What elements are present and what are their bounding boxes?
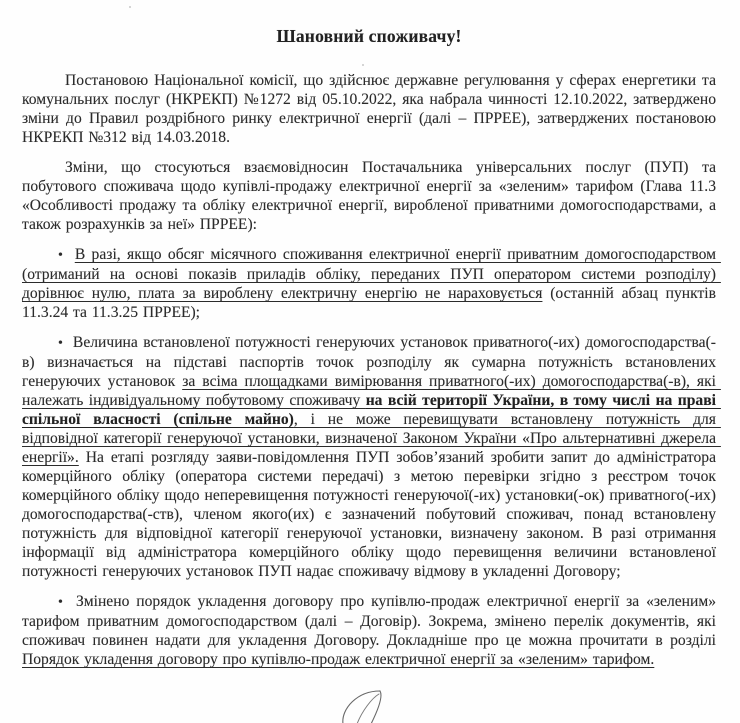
document-title: Шановний споживачу! <box>276 26 462 46</box>
paragraph <box>22 71 721 147</box>
paragraph <box>22 158 721 234</box>
bullet-marker: • <box>58 595 76 610</box>
list-item <box>22 592 721 669</box>
text-segment: за всіма площадками вимірювання приватного(-их) домогосподарства(-в), які належать індивідуальному побутовому споживачу <box>22 373 721 409</box>
text-segment: На етапі розгляду заяви-повідомлення ПУП зобов’язаний зробити запит до адміністратора комерційного обліку (оператора системи передачі) з метою перевірки згідно з реєстром точок комерційного обліку щодо неперевищення потужності генеруючої(-их) установки(-ок) приватного(-их) домогосподарства(-ств), членом якого(их) є зазначений побутовий споживач, понад встановлену потужність для відповідної категорії генеруючої установки, визначену законом. В разі отримання інформації від адміністратора комерційного обліку щодо перевищення величини встановленої потужності генеруючих установок ПУП надає споживачу відмову в укладенні Договору; <box>22 449 721 580</box>
pen-squiggle-mark <box>338 688 388 723</box>
text-segment: В разі, якщо обсяг місячного споживання електричної енергії приватним домогосподарством (отриманий на основі показів приладів обліку, переданих ПУП оператором системи розподілу) дорівнює нулю, плата за вироблену електричну енергію не нараховується <box>22 246 721 302</box>
document-body <box>22 71 721 669</box>
bullet-marker: • <box>58 248 75 263</box>
text-segment: Постановою Національної комісії, що здійснює державне регулювання у сферах енергетики та комунальних послуг (НКРЕКП) №1272 від 05.10.2022, яка набрала чинності 12.10.2022, затверджено зміни до Правил роздрібного ринку електричної енергії (далі – ПРРЕЕ), затверджених постановою НКРЕКП №312 від 14.03.2018. <box>22 72 721 146</box>
text-segment: Змінено порядок укладення договору про купівлю-продаж електричної енергії за «зеленим» тарифом приватним домогосподарством (далі – Договір). Зокрема, змінено перелік документів, які споживач повинен надати для укладення Договору. Докладніше про це можна прочитати в розділі <box>22 593 721 649</box>
bullet-marker: • <box>58 336 73 351</box>
text-segment: Порядок укладення договору про купівлю-продаж електричної енергії за «зеленим» тарифом. <box>22 651 655 668</box>
text-segment: на всій території України, в тому числі на праві спільної власності (спільне майно) <box>22 392 721 428</box>
list-item <box>22 245 721 322</box>
text-segment: , і не може перевищувати встановлену потужність для відповідної категорії генеруючої установки, визначеної Законом України «Про альтернативні джерела енергії». <box>22 411 721 466</box>
list-item <box>22 333 721 581</box>
text-segment: Зміни, що стосуються взаємовідносин Постачальника універсальних послуг (ПУП) та побутового споживача щодо купівлі-продажу електричної енергії за «зеленим» тарифом (Глава 11.3 «Особливості продажу та обліку електричної енергії, виробленої приватними домогосподарствами, а також розрахунків за неї» ПРРЕЕ): <box>22 159 721 233</box>
text-segment: (останній абзац пунктів 11.3.24 та 11.3.25 ПРРЕЕ); <box>22 285 721 321</box>
scan-speck <box>129 6 131 8</box>
text-segment: Величина встановленої потужності генеруючих установок приватного(-их) домогосподарства(-в) визначається на підставі паспортів точок розподілу як сумарна потужність встановлених генеруючих установок <box>22 334 721 390</box>
scan-speck <box>362 64 364 66</box>
